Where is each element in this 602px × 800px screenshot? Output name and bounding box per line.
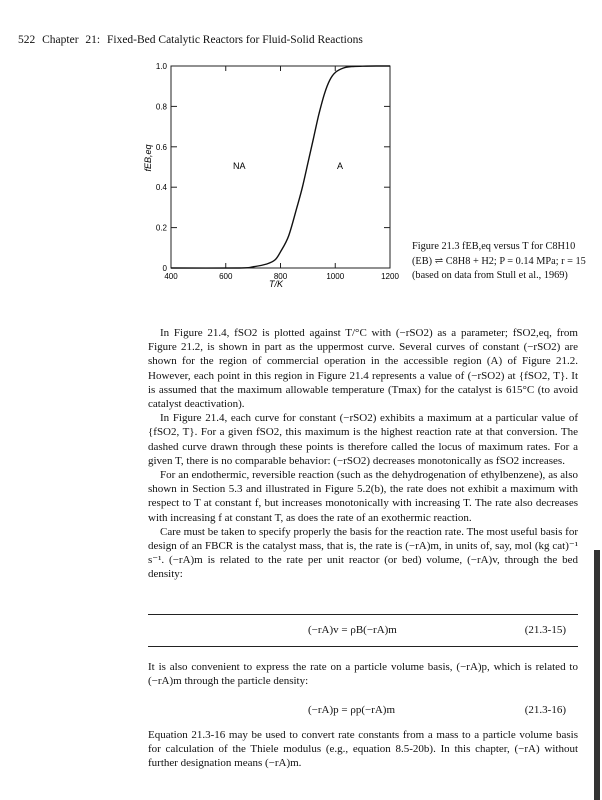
y-tick-label: 1.0 (155, 62, 167, 71)
x-tick-label: 1000 (326, 272, 345, 281)
y-tick-label: 0.8 (155, 102, 167, 112)
chapter-word: Chapter (42, 34, 79, 46)
axis-ticks (171, 66, 390, 268)
equation-expression: (−rA)v = ρB(−rA)m (308, 624, 397, 636)
body-block-2 (148, 660, 578, 688)
axis-tick-labels (156, 62, 400, 281)
equation-number: (21.3-15) (524, 624, 566, 636)
figure-caption: Figure 21.3 fEB,eq versus T for C8H10 (EB) ⇌ C8H8 + H2; P = 0.14 MPa; r = 15 (based on data from Stull et al., 1969) (412, 241, 586, 282)
body-block-3 (148, 728, 578, 771)
equation-rule-top (148, 614, 578, 615)
paragraph-last: Equation 21.3-16 may be used to convert rate constants from a mass to a particle volume basis for calculation of the Thiele modulus (e.g., equation 8.5-20b). In this chapter, (−rA) without further designation means (−rA)m. (148, 729, 578, 770)
y-axis-label: fEB,eq (143, 144, 153, 172)
x-tick-label: 400 (164, 272, 178, 281)
page-number: 522 (18, 34, 36, 46)
x-tick-label: 1200 (381, 272, 399, 281)
paragraph-1: In Figure 21.4, fSO2 is plotted against T/°C with (−rSO2) as a parameter; fSO2,eq, from Figure 21.2, is shown in part as the uppermost curve. Several curves of constant (−rSO2) are shown for the region of commercial operation in the accessible region (A) of Figure 21.2. However, each point in this region in Figure 21.4 represents a value of (−rSO2) at {fSO2, T}. It is assumed that the maximum allowable temperature (Tmax) for the catalyst is 615°C (to avoid catalyst deactivation). (148, 327, 578, 411)
y-tick-label: 0 (162, 264, 167, 273)
y-tick-label: 0.2 (155, 223, 167, 233)
fEB-eq-curve (171, 66, 390, 268)
region-label-A: A (337, 161, 344, 171)
paragraph-mid: It is also convenient to express the rate on a particle volume basis, (−rA)p, which is related to (−rA)m through the particle density: (148, 661, 578, 688)
x-tick-label: 800 (273, 272, 288, 281)
x-tick-label: 600 (219, 272, 233, 281)
region-label-NA: NA (233, 161, 246, 171)
equation-expression: (−rA)p = ρp(−rA)m (308, 704, 396, 716)
scan-edge-mark (594, 550, 600, 800)
paragraph-4: Care must be taken to specify properly the basis for the reaction rate. The most useful basis for design of an FBCR is the catalyst mass, that is, the rate is (−rA)m, in units of, say, mol (kg cat)⁻¹ s⁻¹. (−rA)m is related to the rate per unit reactor (or bed) volume, (−rA)v, through the bed density: (148, 525, 578, 581)
plot-frame (171, 66, 390, 268)
y-tick-label: 0.6 (155, 142, 167, 152)
paragraph-3: For an endothermic, reversible reaction (such as the dehydrogenation of ethylbenzene), as also shown in Section 5.3 and illustrated in Figure 5.2(b), the rate does not exhibit a maximum with respect to T at constant f, but increases monotonically with increasing T. The rate also decreases with increasing f at constant T, as does the rate of an exothermic reaction. (148, 469, 578, 524)
y-tick-label: 0.4 (155, 183, 167, 193)
body-block-1 (148, 326, 578, 582)
equation-number: (21.3-16) (524, 704, 566, 716)
chapter-title: Fixed-Bed Catalytic Reactors for Fluid-Solid Reactions (106, 34, 363, 46)
x-axis-label: T/K (268, 279, 284, 289)
chapter-number: 21: (85, 34, 101, 46)
paragraph-2: In Figure 21.4, each curve for constant (−rSO2) exhibits a maximum at a particular value of {fSO2, T}. For a given fSO2, this maximum is the highest reaction rate at that conversion. The dashed curve drawn through these points is therefore called the locus of maximum rates. For a given T, there is no comparable behavior: (−rSO2) decreases monotonically as fSO2 increases. (148, 412, 578, 467)
equation-rule-bottom (148, 646, 578, 647)
